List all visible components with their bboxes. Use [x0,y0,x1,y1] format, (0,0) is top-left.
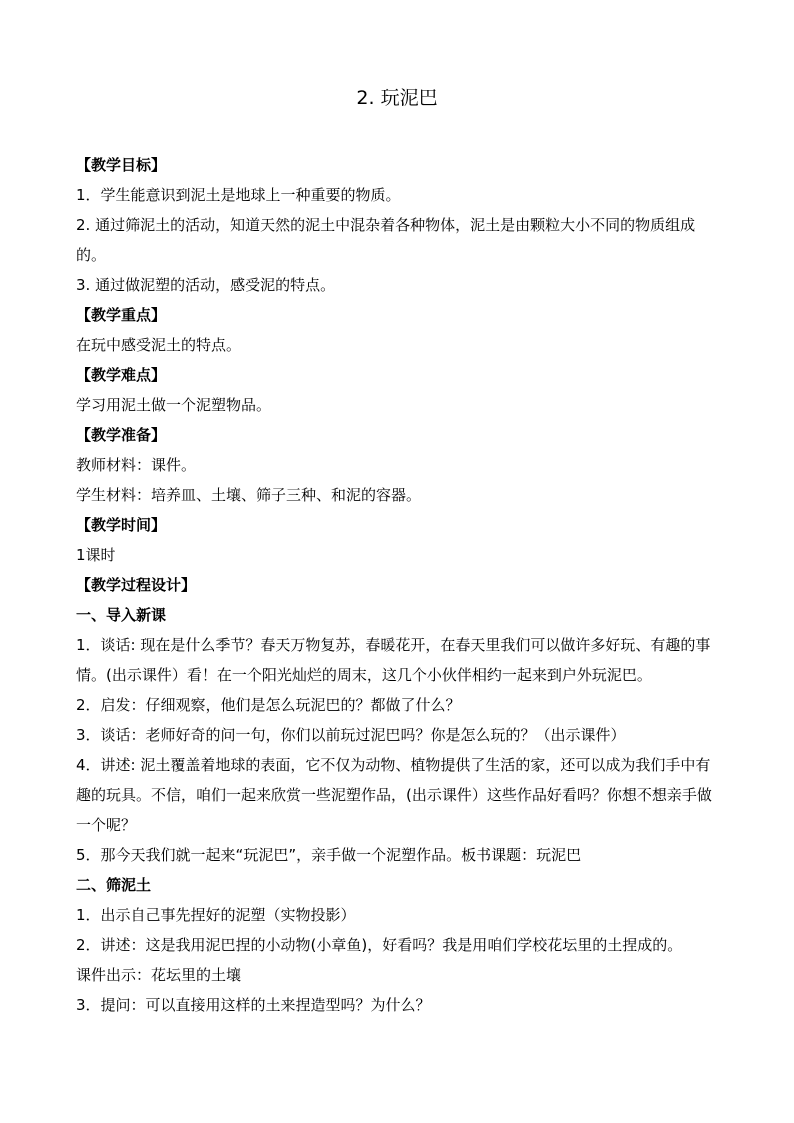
sieve-item-1: 1．出示自己事先捏好的泥塑（实物投影） [76,906,356,924]
heading-process-design: 【教学过程设计】 [76,576,197,594]
heading-difficulties: 【教学难点】 [76,366,167,384]
sieve-item-2: 2．讲述：这是我用泥巴捏的小动物(小章鱼)，好看吗？我是用咱们学校花坛里的土捏成的。 [76,936,683,954]
heading-preparation: 【教学准备】 [76,426,167,444]
teaching-time-text: 1课时 [76,546,116,564]
heading-teaching-goals: 【教学目标】 [76,156,167,174]
intro-item-4: 4．讲述: 泥土覆盖着地球的表面，它不仅为动物、植物提供了生活的家，还可以成为我们手中有趣的玩具。不信，咱们一起来欣赏一些泥塑作品，(出示课件）这些作品好看吗？你想不想亲手做一个呢？ [76,756,712,834]
sieve-item-3: 课件出示：花坛里的土壤 [76,966,242,984]
preparation-teacher: 教师材料：课件。 [76,456,197,474]
document-body [76,150,724,1020]
key-points-text: 在玩中感受泥土的特点。 [76,336,242,354]
goal-item-1: 1．学生能意识到泥土是地球上一种重要的物质。 [76,186,401,204]
section-heading-sieve: 二、筛泥土 [76,876,152,894]
heading-key-points: 【教学重点】 [76,306,167,324]
intro-item-5: 5．那今天我们就一起来“玩泥巴”，亲手做一个泥塑作品。板书课题：玩泥巴 [76,846,582,864]
section-heading-intro: 一、导入新课 [76,606,167,624]
preparation-student: 学生材料：培养皿、土壤、筛子三种、和泥的容器。 [76,486,422,504]
goal-item-2: 2. 通过筛泥土的活动，知道天然的泥土中混杂着各种物体，泥土是由颗粒大小不同的物质组成的。 [76,216,696,264]
document-title: 2. 玩泥巴 [356,87,438,109]
intro-item-1: 1．谈话: 现在是什么季节？春天万物复苏，春暖花开，在春天里我们可以做许多好玩、有趣的事情。(出示课件）看！在一个阳光灿烂的周末，这几个小伙伴相约一起来到户外玩泥巴。 [76,636,711,684]
sieve-item-4: 3．提问：可以直接用这样的土来捏造型吗？为什么？ [76,996,431,1014]
intro-item-3: 3．谈话：老师好奇的问一句，你们以前玩过泥巴吗？你是怎么玩的？（出示课件） [76,726,626,744]
heading-teaching-time: 【教学时间】 [76,516,167,534]
goal-item-3: 3. 通过做泥塑的活动，感受泥的特点。 [76,276,336,294]
intro-item-2: 2．启发：仔细观察，他们是怎么玩泥巴的？都做了什么？ [76,696,461,714]
difficulties-text: 学习用泥土做一个泥塑物品。 [76,396,272,414]
